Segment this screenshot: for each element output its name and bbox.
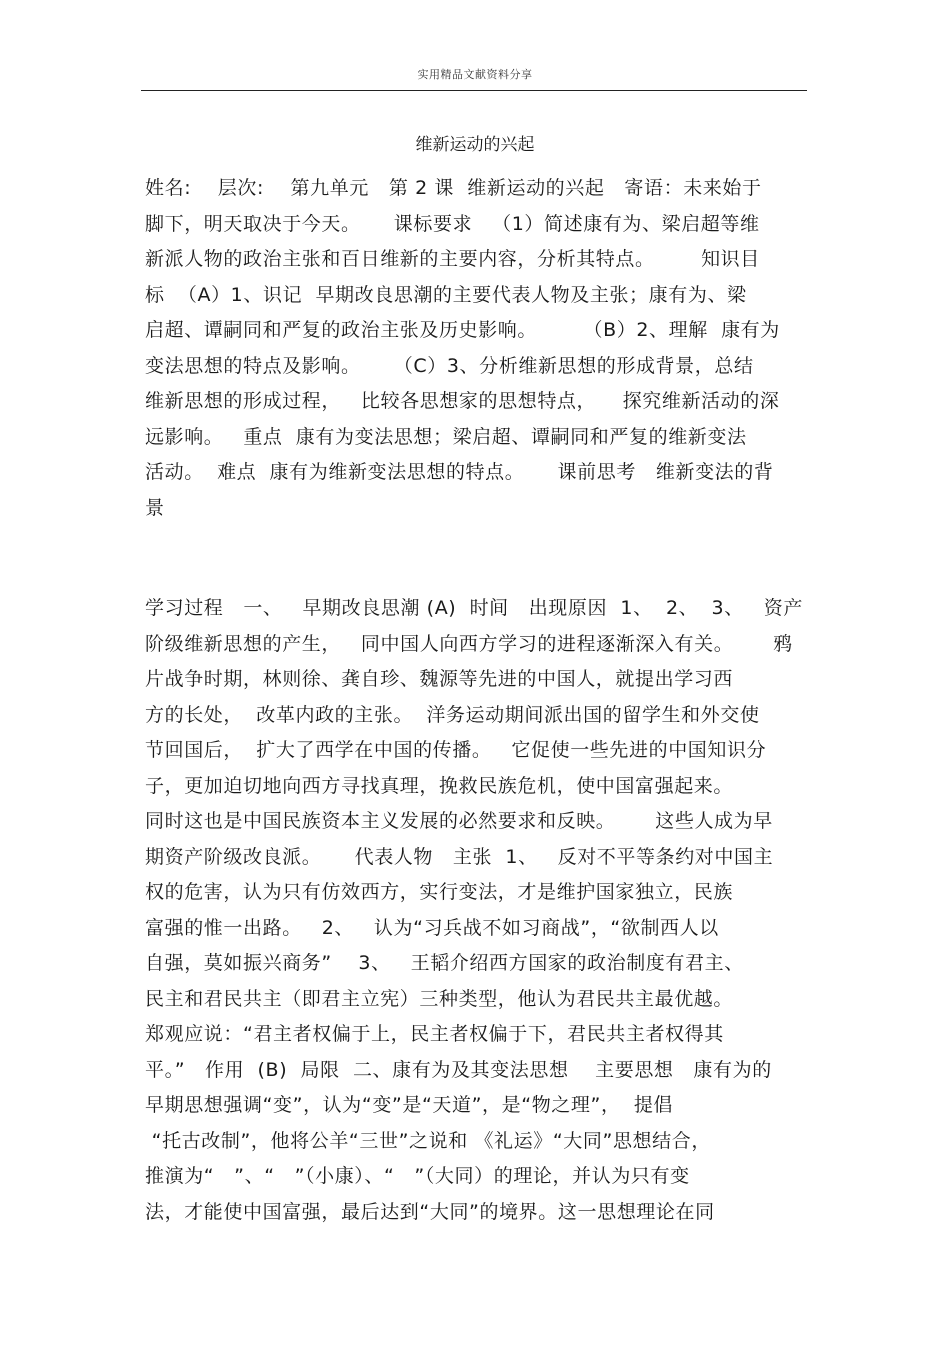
- text-line: 片战争时期，林则徐、龚自珍、魏源等先进的中国人，就提出学习西: [145, 668, 734, 690]
- text-line: 方的长处， 改革内政的主张。 洋务运动期间派出国的留学生和外交使: [145, 703, 760, 726]
- text-line: 平。” 作用 (B) 局限 二、康有为及其变法思想 主要思想 康有为的: [145, 1058, 772, 1081]
- intro-paragraph: [145, 171, 815, 526]
- text-line: 学习过程 一、 早期改良思潮 (A) 时间 出现原因 1、 2、 3、 资产: [145, 597, 803, 619]
- header-divider: [141, 90, 807, 91]
- text-line: 活动。 难点 康有为维新变法思想的特点。 课前思考 维新变法的背: [145, 461, 774, 483]
- text-line: 推演为“ ”、“ ”（小康）、“ ”（大同）的理论，并认为只有变: [145, 1165, 690, 1187]
- text-line: 脚下，明天取决于今天。 课标要求 （1）简述康有为、梁启超等维: [145, 212, 760, 235]
- text-line: 自强，莫如振兴商务” 3、 王韬介绍西方国家的政治制度有君主、: [145, 952, 744, 974]
- text-line: 景: [145, 496, 165, 519]
- learning-process-paragraph: [145, 591, 815, 1230]
- text-line: 民主和君民共主（即君主立宪）三种类型，他认为君民共主最优越。: [145, 987, 734, 1010]
- text-line: 早期思想强调“变”，认为“变”是“天道”，是“物之理”， 提倡: [145, 1094, 674, 1116]
- text-line: 同时这也是中国民族资本主义发展的必然要求和反映。 这些人成为早: [145, 810, 773, 832]
- text-line: 法，才能使中国富强，最后达到“大同”的境界。这一思想理论在同: [145, 1200, 715, 1223]
- text-line: 富强的惟一出路。 2、 认为“习兵战不如习商战”，“欲制西人以: [145, 916, 719, 939]
- text-line: 姓名: 层次: 第九单元 第 2 课 维新运动的兴起 寄语：未来始于: [145, 177, 762, 199]
- text-line: 节回国后， 扩大了西学在中国的传播。 它促使一些先进的中国知识分: [145, 739, 767, 761]
- text-line: “托古改制”，他将公羊“三世”之说和 《礼运》“大同”思想结合，: [145, 1129, 711, 1152]
- text-line: 新派人物的政治主张和百日维新的主要内容，分析其特点。 知识目: [145, 248, 760, 270]
- text-line: 维新思想的形成过程， 比较各思想家的思想特点， 探究维新活动的深: [145, 390, 780, 412]
- text-line: 远影响。 重点 康有为变法思想；梁启超、谭嗣同和严复的维新变法: [145, 425, 747, 448]
- text-line: 标 （A）1、识记 早期改良思潮的主要代表人物及主张；康有为、梁: [145, 283, 747, 306]
- document-title: 维新运动的兴起: [415, 135, 535, 155]
- text-line: 阶级维新思想的产生， 同中国人向西方学习的进程逐渐深入有关。 鸦: [145, 632, 793, 655]
- text-line: 子，更加迫切地向西方寻找真理，挽救民族危机，使中国富强起来。: [145, 774, 734, 797]
- text-line: 启超、谭嗣同和严复的政治主张及历史影响。 （B）2、理解 康有为: [145, 319, 780, 341]
- text-line: 变法思想的特点及影响。 （C）3、分析维新思想的形成背景，总结: [145, 354, 754, 377]
- text-line: 权的危害，认为只有仿效西方，实行变法，才是维护国家独立，民族: [145, 881, 734, 903]
- page-header: 实用精品文献资料分享: [417, 68, 533, 81]
- text-line: 期资产阶级改良派。 代表人物 主张 1、 反对不平等条约对中国主: [145, 845, 774, 868]
- text-line: 郑观应说：“君主者权偏于上，民主者权偏于下，君民共主者权得其: [145, 1023, 724, 1045]
